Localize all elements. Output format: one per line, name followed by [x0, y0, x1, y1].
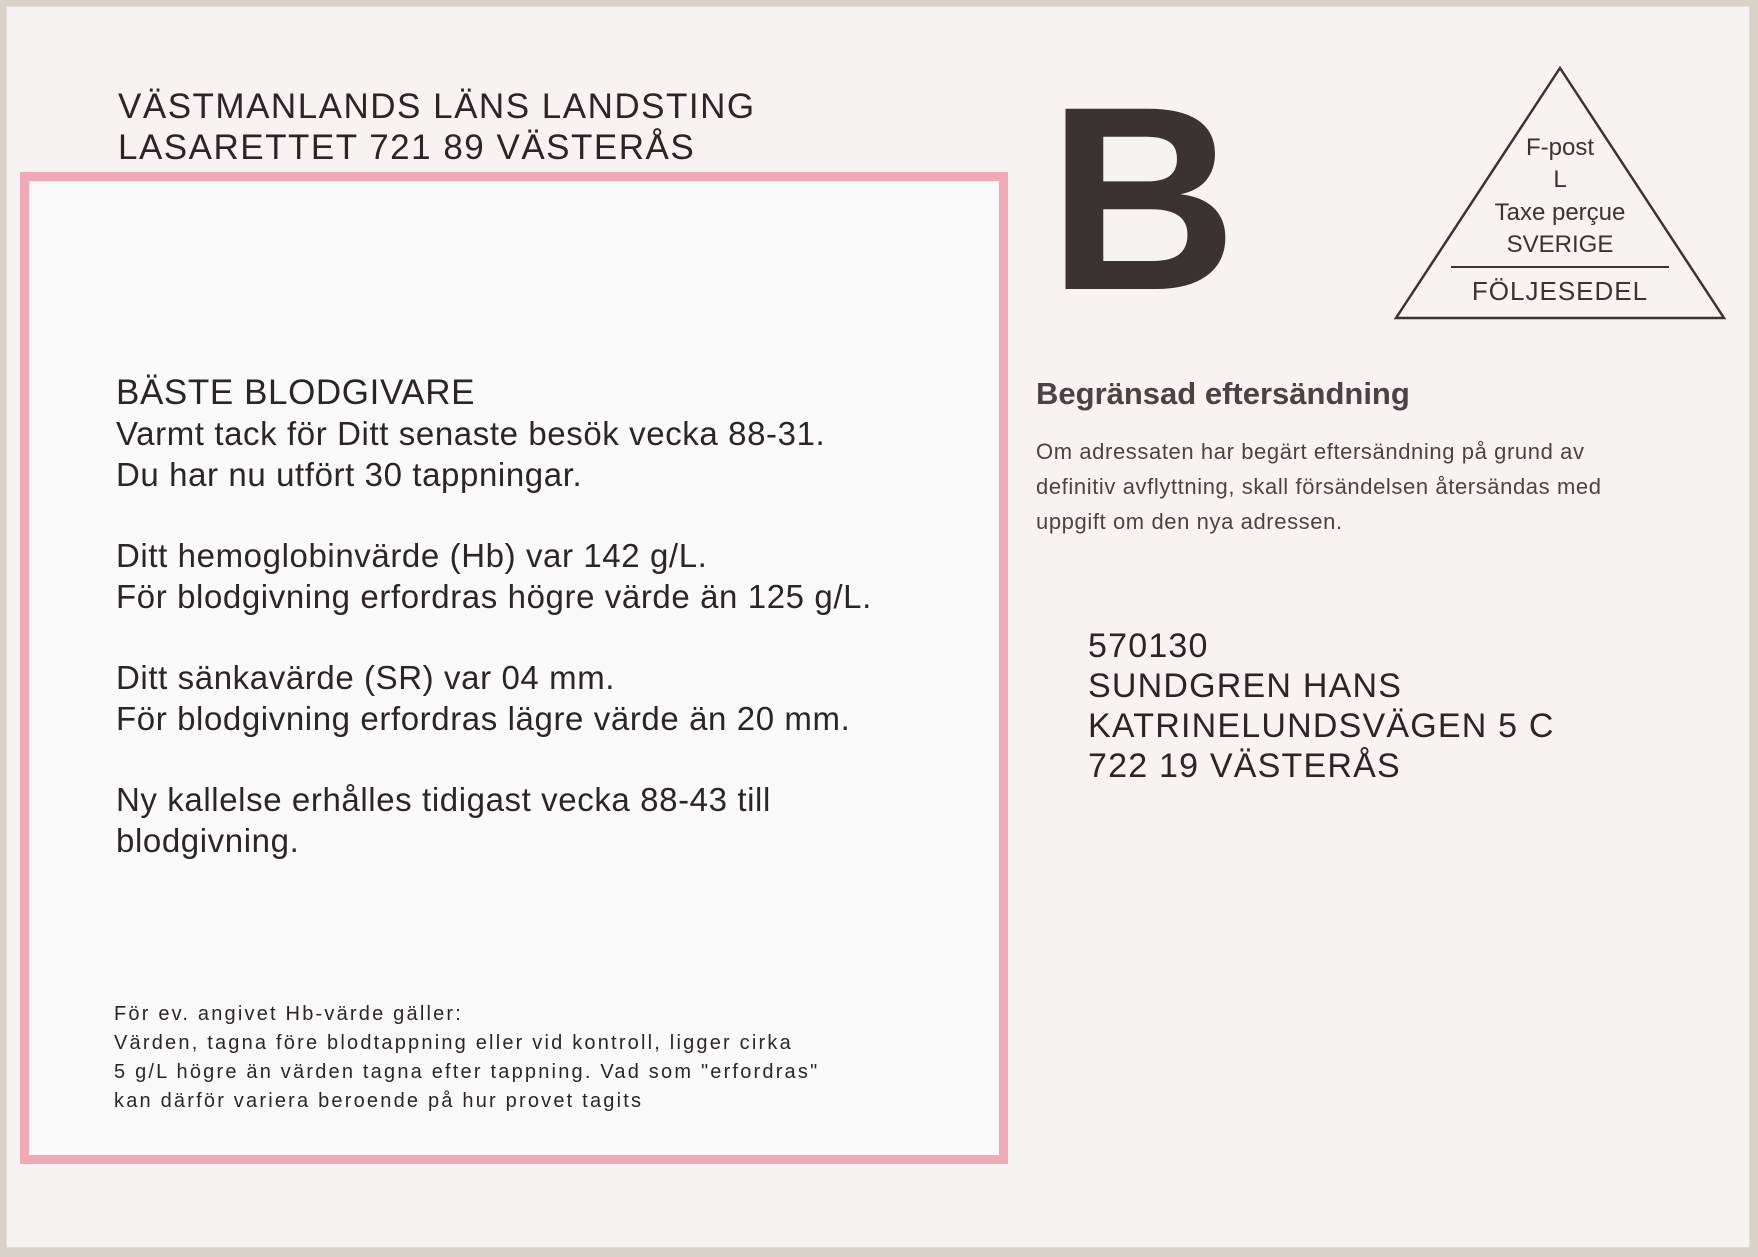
stamp-line-2: L — [1553, 166, 1567, 193]
sender-address — [118, 86, 756, 168]
stamp-line-3: Taxe perçue — [1494, 199, 1626, 226]
next-call-line-2: blodgivning. — [116, 822, 300, 859]
recipient-address — [1088, 626, 1555, 786]
hb-line-1: Ditt hemoglobinvärde (Hb) var 142 g/L. — [116, 537, 708, 574]
footnote-line-1: För ev. angivet Hb-värde gäller: — [114, 1003, 464, 1025]
forwarding-line-2: definitiv avflyttning, skall försändelsen återsändas med — [1036, 474, 1602, 499]
forwarding-line-3: uppgift om den nya adressen. — [1036, 509, 1343, 534]
footnote-line-2: Värden, tagna före blodtappning eller vid kontroll, ligger cirka — [114, 1032, 793, 1054]
thanks-line-2: Du har nu utfört 30 tappningar. — [116, 456, 583, 493]
stamp-line-4: SVERIGE — [1506, 231, 1614, 258]
stamp-bottom: FÖLJESEDEL — [1471, 276, 1649, 306]
forwarding-text — [1036, 434, 1602, 539]
thanks-line-1: Varmt tack för Ditt senaste besök vecka 88-31. — [116, 415, 826, 452]
recipient-street: KATRINELUNDSVÄGEN 5 C — [1088, 707, 1555, 745]
stamp-line-1: F-post — [1525, 134, 1594, 161]
footnote — [114, 1000, 819, 1116]
sr-line-1: Ditt sänkavärde (SR) var 04 mm. — [116, 659, 616, 696]
recipient-city: 722 19 VÄSTERÅS — [1088, 747, 1401, 785]
postal-class-letter: B — [1048, 52, 1238, 345]
postcard — [6, 6, 1750, 1248]
next-call-line-1: Ny kallelse erhålles tidigast vecka 88-43 till — [116, 781, 771, 818]
recipient-name: SUNDGREN HANS — [1088, 667, 1403, 705]
forwarding-line-1: Om adressaten har begärt eftersändning på grund av — [1036, 439, 1585, 464]
letter-heading: BÄSTE BLODGIVARE — [116, 373, 476, 412]
recipient-id: 570130 — [1088, 627, 1209, 665]
forwarding-title: Begränsad eftersändning — [1036, 376, 1410, 411]
footnote-line-3: 5 g/L högre än värden tagna efter tappning. Vad som "erfordras" — [114, 1061, 820, 1083]
sender-line-2: LASARETTET 721 89 VÄSTERÅS — [118, 128, 696, 167]
footnote-line-4: kan därför variera beroende på hur provet tagits — [114, 1090, 644, 1112]
sender-line-1: VÄSTMANLANDS LÄNS LANDSTING — [118, 87, 756, 126]
hb-line-2: För blodgivning erfordras högre värde än 125 g/L. — [116, 578, 872, 615]
sr-line-2: För blodgivning erfordras lägre värde än 20 mm. — [116, 700, 851, 737]
letter-body — [116, 372, 872, 861]
